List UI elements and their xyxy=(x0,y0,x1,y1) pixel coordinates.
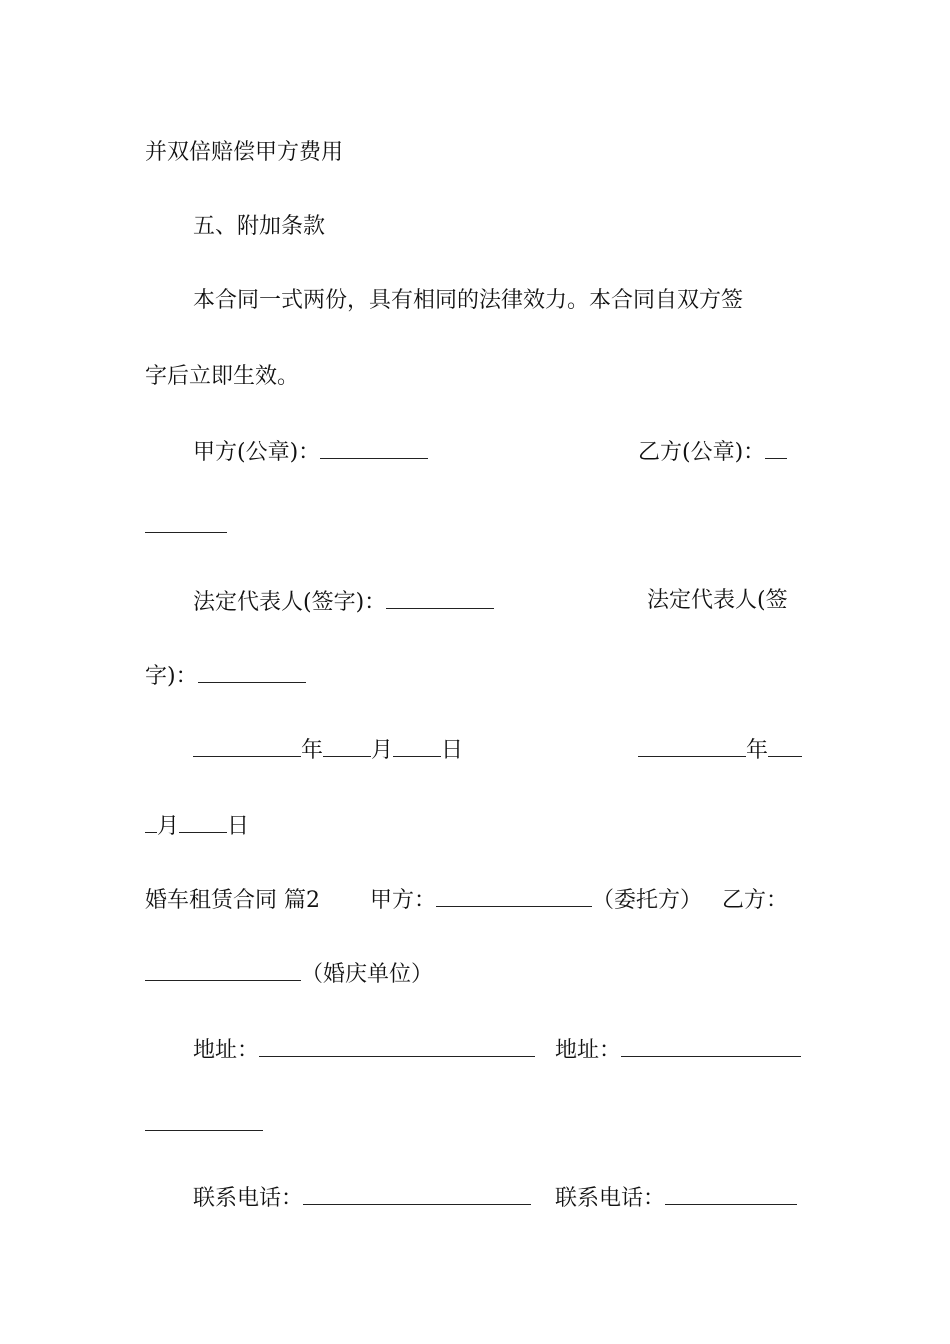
party-b-row xyxy=(145,958,433,990)
party-b-seal-blank-continued-row xyxy=(145,510,227,542)
address-b-blank-continued xyxy=(145,1108,263,1131)
month-blank xyxy=(768,734,802,757)
legal-rep-a-label: 法定代表人(签字)： xyxy=(193,590,387,615)
party-a-seal-label: 甲方(公章)： xyxy=(193,440,321,465)
month-blank xyxy=(323,734,371,757)
month-label: 月 xyxy=(371,738,394,763)
address-a-blank xyxy=(259,1034,535,1057)
phone-b-row xyxy=(555,1182,797,1214)
legal-rep-b-label-part2: 字)： xyxy=(145,664,198,689)
address-b-row xyxy=(555,1034,801,1066)
legal-rep-b-blank xyxy=(198,660,306,683)
party-b-seal-blank-continued xyxy=(145,510,227,533)
text-line: 并双倍赔偿甲方费用 xyxy=(145,140,344,165)
legal-rep-b-label-part1: 法定代表人(签 xyxy=(647,588,788,613)
party-a-seal-blank xyxy=(320,436,428,459)
day-label: 日 xyxy=(227,814,250,839)
wedding-unit-role: （婚庆单位） xyxy=(301,962,434,987)
party-a-seal-row xyxy=(193,436,428,468)
party-b-seal-blank xyxy=(765,436,787,459)
text-line: 字后立即生效。 xyxy=(145,364,300,389)
year-label: 年 xyxy=(301,738,324,763)
legal-rep-b-row xyxy=(145,660,306,692)
year-blank xyxy=(638,734,746,757)
address-b-blank xyxy=(621,1034,801,1057)
year-blank xyxy=(193,734,301,757)
phone-b-label: 联系电话： xyxy=(555,1186,666,1211)
legal-rep-a-row xyxy=(193,586,494,618)
party-b-label: 乙方： xyxy=(722,888,789,913)
address-a-row xyxy=(193,1034,535,1066)
address-b-label: 地址： xyxy=(555,1038,622,1063)
address-a-label: 地址： xyxy=(193,1038,260,1063)
month-label: 月 xyxy=(157,814,180,839)
party-b-seal-label: 乙方(公章)： xyxy=(638,440,766,465)
client-role: （委托方） xyxy=(592,888,703,913)
contract2-title-row xyxy=(145,884,788,916)
phone-a-label: 联系电话： xyxy=(193,1186,304,1211)
day-blank xyxy=(393,734,441,757)
phone-a-blank xyxy=(303,1182,531,1205)
text-line: 本合同一式两份，具有相同的法律效力。本合同自双方签 xyxy=(193,288,744,313)
year-label: 年 xyxy=(746,738,769,763)
address-b-row-continued xyxy=(145,1108,263,1140)
day-blank xyxy=(179,810,227,833)
party-a-blank xyxy=(436,884,592,907)
date-a-row xyxy=(193,734,463,766)
legal-rep-a-blank xyxy=(386,586,494,609)
section-heading: 五、附加条款 xyxy=(193,214,326,239)
date-b-row xyxy=(638,734,802,766)
party-b-seal-row xyxy=(638,436,787,468)
party-a-label: 甲方： xyxy=(370,888,437,913)
contract2-title: 婚车租赁合同 篇2 xyxy=(145,888,320,913)
phone-a-row xyxy=(193,1182,531,1214)
day-label: 日 xyxy=(441,738,464,763)
party-b-blank xyxy=(145,958,301,981)
phone-b-blank xyxy=(665,1182,797,1205)
date-b-row-continued xyxy=(145,810,249,842)
month-blank-continued xyxy=(145,810,157,833)
